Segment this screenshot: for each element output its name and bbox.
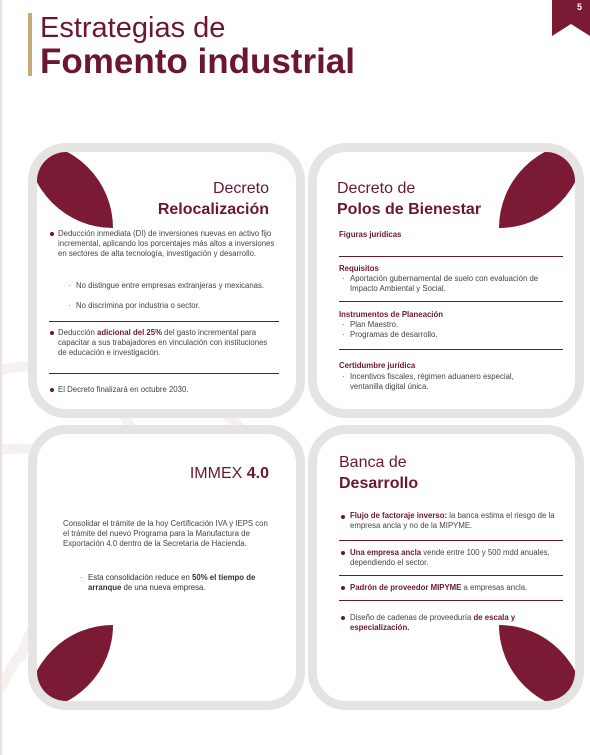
sub-bullet-marker: ·: [68, 281, 71, 290]
card-corner-ornament: [28, 143, 113, 228]
bullet-dot: [341, 515, 345, 519]
card-corner-ornament: [499, 143, 584, 228]
sub-bullet-marker: ·: [68, 301, 71, 310]
bullet-dot: [341, 551, 345, 555]
divider: [339, 575, 563, 576]
paragraph-fin-decreto: El Decreto finalizará en octubre 2030.: [58, 385, 189, 394]
card-title-line2: Relocalización: [157, 201, 269, 218]
bullet-dot: [50, 331, 54, 335]
sub-bullet-marker: ·: [342, 320, 345, 329]
divider: [339, 349, 563, 350]
sub-bullet-marker: ·: [342, 274, 345, 283]
bullet-dot: [50, 232, 54, 236]
page-number: 5: [577, 2, 583, 12]
divider: [339, 256, 563, 257]
planeacion-item-2: Programas de desarrollo.: [350, 330, 438, 339]
card-title-line1: Banca de: [339, 454, 407, 471]
divider: [49, 373, 279, 374]
bullet-dot: [341, 586, 345, 590]
bullet-factoraje: Flujo de factoraje inverso: la banca estima el riesgo de la empresa ancla y no de la MIPYME.: [350, 511, 555, 530]
sub-bullet-marker: ·: [342, 372, 345, 381]
card-title-line1: Decreto de: [337, 180, 416, 197]
page-title-line2: Fomento industrial: [40, 42, 355, 81]
paragraph-di: Deducción inmediata (DI) de inversiones nuevas en activo fijo incremental, aplicando los porcentajes más altos a inversiones en sectores de alta tecnología, investigación y desarrollo.: [58, 229, 275, 258]
bullet-dot: [341, 616, 345, 620]
card-corner-ornament: [499, 625, 584, 710]
card-title-line2: Desarrollo: [339, 475, 419, 492]
bullet-empresa-ancla: Una empresa ancla vende entre 100 y 500 mdd anuales, dependiendo el sector.: [350, 548, 550, 567]
planeacion-item-1: Plan Maestro.: [350, 320, 399, 329]
card-immex: [28, 425, 305, 710]
section-requisitos: Requisitos: [339, 264, 379, 273]
card-title-line1: Decreto: [212, 180, 269, 197]
card-title: IMMEX 4.0: [189, 465, 269, 482]
section-certidumbre-juridica: Certidumbre jurídica: [339, 361, 416, 370]
sub-bullet-marker: ·: [342, 330, 345, 339]
sub-bullet-2: No discrimina por industria o sector.: [76, 301, 200, 310]
bullet-padron: Padrón de proveedor MIPYME a empresas ancla.: [350, 583, 528, 592]
card-polos-bienestar: [308, 143, 584, 418]
divider: [339, 301, 563, 302]
card-banca-desarrollo: [308, 425, 584, 710]
paragraph-consolidar: Consolidar el trámite de la hoy Certificación IVA y IEPS con el trámite del nuevo Programa para la Manufactura de Exportación 4.0 dentro de la Secretaría de Hacienda.: [63, 519, 268, 548]
sub-bullet-marker: ·: [80, 573, 83, 582]
card-title-line2: Polos de Bienestar: [337, 201, 482, 218]
sub-bullet-1: No distingue entre empresas extranjeras y mexicanas.: [76, 281, 265, 290]
section-instrumentos-planeacion: Instrumentos de Planeación: [339, 310, 443, 319]
divider: [339, 600, 563, 601]
bullet-dot: [50, 388, 54, 392]
card-corner-ornament: [28, 625, 113, 710]
certidumbre-item: Incentivos fiscales, régimen aduanero especial, ventanilla digital única.: [350, 372, 514, 391]
page-number-tab: [552, 0, 590, 36]
bullet-diseno-cadenas: Diseño de cadenas de proveeduría de escala y especialización.: [350, 613, 516, 632]
page-left-edge: [0, 0, 2, 755]
section-figuras-juridicas: Figuras jurídicas: [339, 230, 402, 239]
requisitos-item: Aportación gubernamental de suelo con evaluación de Impacto Ambiental y Social.: [350, 274, 539, 293]
sub-bullet-consolidacion: Esta consolidación reduce en 50% el tiempo de arranque de una nueva empresa.: [88, 573, 256, 592]
page-title-line1: Estrategias de: [40, 12, 226, 44]
divider: [49, 321, 279, 322]
paragraph-deduccion-adicional: Deducción adicional del 25% del gasto incremental para capacitar a sus trabajadores en vinculación con instituciones de educación e investigación.: [58, 328, 268, 357]
divider: [339, 540, 563, 541]
card-relocalizacion: [28, 143, 305, 418]
title-accent-bar: [28, 13, 32, 76]
